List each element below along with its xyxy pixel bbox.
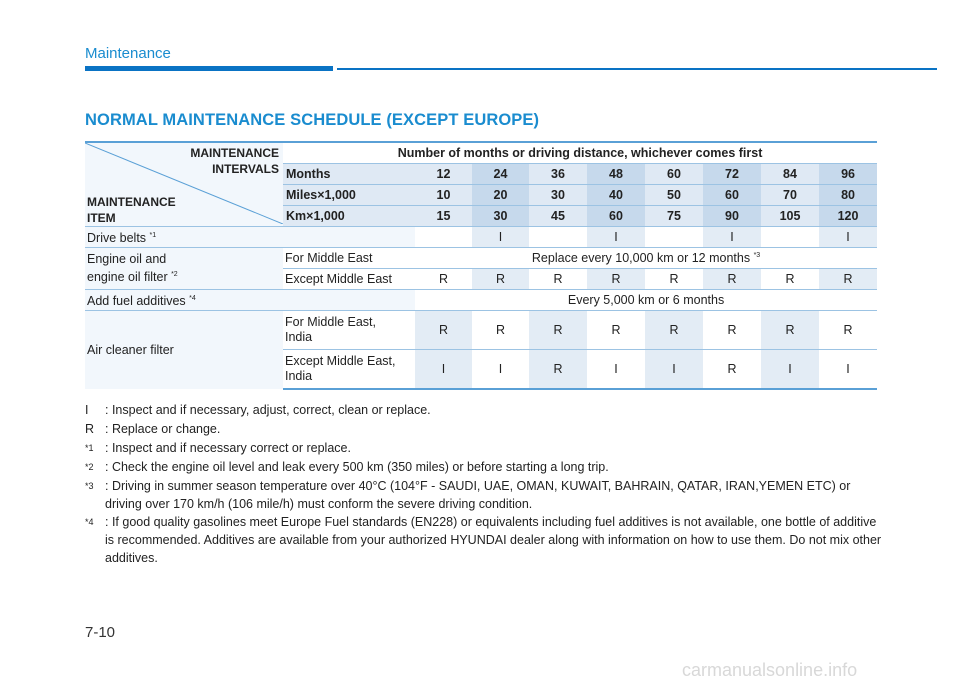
interval-cell: 10 [415, 185, 472, 206]
sub-item-label: For Middle East, India [283, 311, 415, 350]
note-text: : If good quality gasolines meet Europe Fuel standards (EN228) or equivalents including fuel additives is not available, one bottle of additive is recommended. Additives are available from your authorized HYUNDAI dealer along with information on how to use them. Do not mix other additives. [105, 515, 882, 565]
note-item [85, 401, 885, 420]
schedule-cell: R [819, 269, 877, 290]
schedule-cell [529, 227, 587, 248]
page-title: NORMAL MAINTENANCE SCHEDULE (EXCEPT EUROPE) [85, 111, 540, 129]
footnote-mark: *4 [189, 295, 196, 302]
interval-cell: 80 [819, 185, 877, 206]
legend-notes [85, 401, 885, 567]
schedule-cell: R [703, 350, 761, 390]
schedule-cell: R [415, 311, 472, 350]
interval-cell: 15 [415, 206, 472, 227]
page-number: 7-10 [85, 624, 116, 641]
table-row-air-cleaner-middle-east [85, 311, 877, 350]
schedule-cell: R [472, 269, 529, 290]
watermark: carmanualsonline.info [682, 660, 858, 680]
schedule-cell: I [645, 350, 703, 390]
schedule-cell: R [472, 311, 529, 350]
note-text: : Check the engine oil level and leak every 500 km (350 miles) or before starting a long trip. [105, 460, 609, 474]
schedule-cell: R [761, 311, 819, 350]
schedule-cell: R [529, 350, 587, 390]
interval-cell: 72 [703, 164, 761, 185]
header-rule-light [337, 68, 937, 70]
note-text: : Driving in summer season temperature over 40°C (104°F - SAUDI, UAE, OMAN, KUWAIT, BAHRAIN, QATAR, IRAN,YEMEN ETC) or driving over 170 km/h (106 mile/h) must conform the severe driving condition. [105, 479, 851, 511]
interval-cell: 60 [703, 185, 761, 206]
note-key: R [85, 422, 95, 436]
interval-cell: 40 [587, 185, 645, 206]
schedule-cell [761, 227, 819, 248]
schedule-cell: I [587, 350, 645, 390]
interval-cell: 50 [645, 185, 703, 206]
schedule-cell: I [819, 227, 877, 248]
note-text: : Inspect and if necessary, adjust, correct, clean or replace. [105, 403, 431, 417]
schedule-cell: I [415, 350, 472, 390]
footnote-mark: *2 [171, 271, 178, 278]
sub-item-label: For Middle East [283, 248, 415, 269]
interval-cell: 84 [761, 164, 819, 185]
note-text: : Replace or change. [105, 422, 221, 436]
schedule-cell: R [761, 269, 819, 290]
interval-cell: 30 [472, 206, 529, 227]
schedule-cell: R [587, 311, 645, 350]
note-key: *2 [85, 462, 94, 472]
note-key: *4 [85, 517, 94, 527]
interval-cell: 90 [703, 206, 761, 227]
corner-intervals-label: MAINTENANCE INTERVALS [190, 146, 279, 176]
maintenance-schedule-table [85, 141, 877, 390]
table-row-fuel-additives [85, 290, 877, 311]
interval-cell: 120 [819, 206, 877, 227]
table-corner-header [85, 142, 283, 227]
note-item [85, 420, 885, 439]
schedule-cell [415, 227, 472, 248]
sub-item-label: Except Middle East [283, 269, 415, 290]
note-item [85, 477, 885, 513]
item-label: Add fuel additives $^{*4}$ [85, 290, 415, 311]
schedule-cell: I [587, 227, 645, 248]
interval-cell: 36 [529, 164, 587, 185]
schedule-cell: R [645, 311, 703, 350]
note-key: I [85, 403, 89, 417]
interval-cell: 75 [645, 206, 703, 227]
note-text: : Inspect and if necessary correct or replace. [105, 441, 351, 455]
interval-cell: 48 [587, 164, 645, 185]
interval-main-header: Number of months or driving distance, whichever comes first [283, 142, 877, 164]
schedule-cell: I [819, 350, 877, 390]
schedule-cell: I [703, 227, 761, 248]
schedule-cell: R [645, 269, 703, 290]
interval-cell: 60 [587, 206, 645, 227]
item-label: Engine oil and engine oil filter $^{*2}$ [85, 248, 283, 290]
table-row-drive-belts [85, 227, 877, 248]
schedule-cell: R [529, 311, 587, 350]
corner-item-label: MAINTENANCE ITEM [87, 195, 176, 225]
interval-cell: 20 [472, 185, 529, 206]
row-label: Miles×1,000 [283, 185, 415, 206]
interval-cell: 96 [819, 164, 877, 185]
schedule-cell: R [703, 269, 761, 290]
schedule-cell: I [472, 227, 529, 248]
schedule-cell: R [587, 269, 645, 290]
note-key: *1 [85, 443, 94, 453]
section-label: Maintenance [85, 45, 171, 62]
schedule-cell: R [819, 311, 877, 350]
sub-item-label: Except Middle East, India [283, 350, 415, 390]
note-item [85, 513, 885, 567]
schedule-cell: I [472, 350, 529, 390]
schedule-span-cell: Replace every 10,000 km or 12 months $^{*3}$ [415, 248, 877, 269]
interval-cell: 105 [761, 206, 819, 227]
interval-cell: 24 [472, 164, 529, 185]
item-label: Air cleaner filter [85, 311, 283, 390]
interval-cell: 12 [415, 164, 472, 185]
note-item [85, 439, 885, 458]
header-rule-dark [85, 66, 333, 71]
table-row-engine-oil-middle-east [85, 248, 877, 269]
schedule-cell: R [703, 311, 761, 350]
item-label: Drive belts $^{*1}$ [85, 227, 415, 248]
interval-cell: 70 [761, 185, 819, 206]
footnote-mark: *3 [753, 252, 761, 259]
schedule-cell: I [761, 350, 819, 390]
interval-cell: 60 [645, 164, 703, 185]
schedule-cell [645, 227, 703, 248]
schedule-cell: R [529, 269, 587, 290]
schedule-cell: R [415, 269, 472, 290]
row-label: Months [283, 164, 415, 185]
interval-cell: 30 [529, 185, 587, 206]
schedule-span-cell: Every 5,000 km or 6 months [415, 290, 877, 311]
note-key: *3 [85, 481, 94, 491]
row-label: Km×1,000 [283, 206, 415, 227]
footnote-mark: *1 [149, 232, 157, 239]
note-item [85, 458, 885, 477]
interval-cell: 45 [529, 206, 587, 227]
